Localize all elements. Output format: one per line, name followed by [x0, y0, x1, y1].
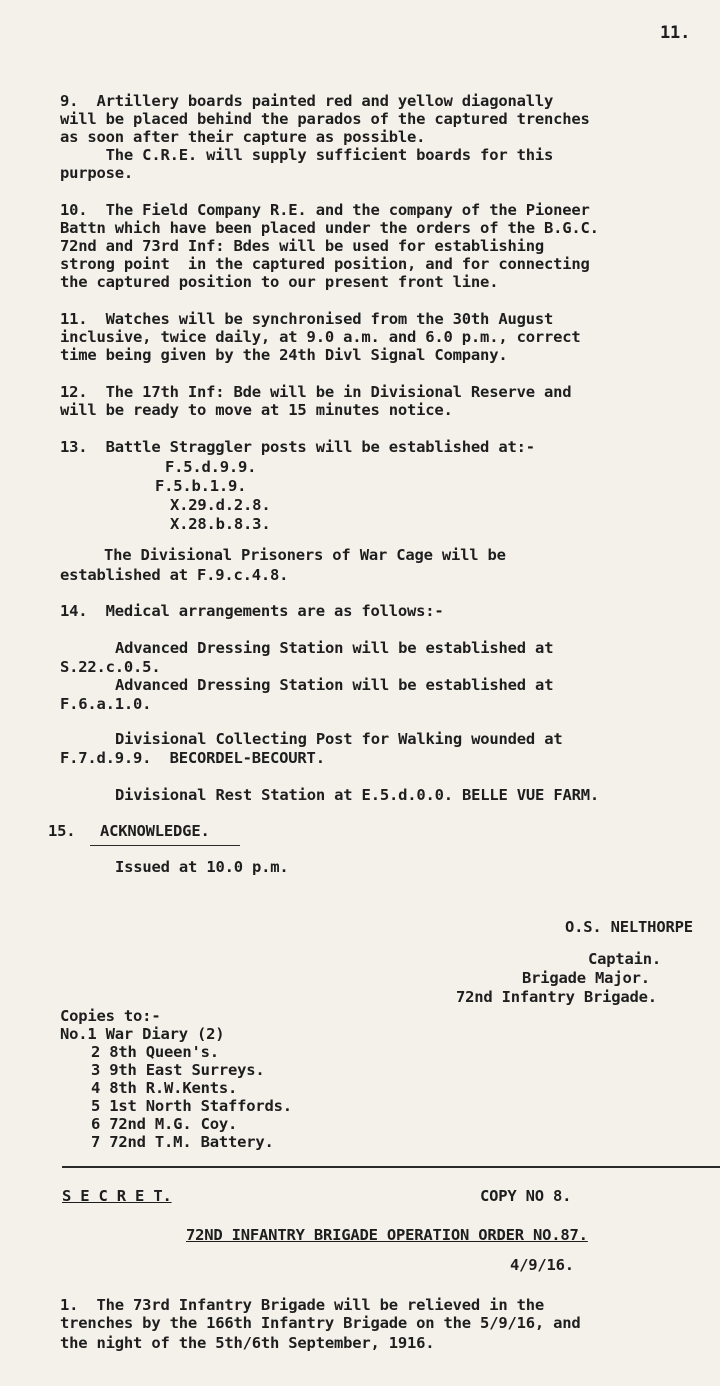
straggler-post-2: F.5.b.1.9. — [155, 477, 247, 495]
secret-marking: S E C R E T. — [62, 1187, 172, 1205]
order-para-1-line-2: trenches by the 166th Infantry Brigade on the 5/9/16, and — [60, 1314, 581, 1332]
para-10-line-1: 10. The Field Company R.E. and the company of the Pioneer — [60, 201, 590, 219]
signature-rank: Captain. — [588, 950, 662, 968]
acknowledge-underline — [90, 845, 240, 846]
signature-name: O.S. NELTHORPE — [565, 918, 693, 936]
para-10-line-5: the captured position to our present front line. — [60, 273, 499, 291]
copies-heading: Copies to:- — [60, 1007, 161, 1025]
copies-item-6: 6 72nd M.G. Coy. — [91, 1115, 238, 1133]
copy-number: COPY NO 8. — [480, 1187, 572, 1205]
acknowledge-heading: ACKNOWLEDGE. — [100, 822, 210, 840]
para-9-line-2: will be placed behind the parados of the captured trenches — [60, 110, 590, 128]
para-14-line-2: Advanced Dressing Station will be established at — [115, 639, 554, 657]
operation-order-title: 72ND INFANTRY BRIGADE OPERATION ORDER NO.87. — [186, 1226, 588, 1244]
para-13-line-6: The Divisional Prisoners of War Cage will be — [104, 546, 506, 564]
para-14-line-3: S.22.c.0.5. — [60, 658, 161, 676]
para-11-line-1: 11. Watches will be synchronised from the 30th August — [60, 310, 554, 328]
para-10-line-2: Battn which have been placed under the orders of the B.G.C. — [60, 219, 599, 237]
para-14-line-5: F.6.a.1.0. — [60, 695, 152, 713]
copies-item-1: No.1 War Diary (2) — [60, 1025, 225, 1043]
para-12-line-2: will be ready to move at 15 minutes notice. — [60, 401, 453, 419]
para-9-line-4: The C.R.E. will supply sufficient boards for this — [60, 146, 554, 164]
page-number: 11. — [660, 23, 691, 43]
para-11-line-2: inclusive, twice daily, at 9.0 a.m. and 6.0 p.m., correct — [60, 328, 581, 346]
para-10-line-4: strong point in the captured position, and for connecting — [60, 255, 590, 273]
para-15-number: 15. — [48, 822, 76, 840]
para-14-line-4: Advanced Dressing Station will be established at — [115, 676, 554, 694]
para-14-line-1: 14. Medical arrangements are as follows:- — [60, 602, 444, 620]
para-13-line-1: 13. Battle Straggler posts will be established at:- — [60, 438, 535, 456]
para-10-line-3: 72nd and 73rd Inf: Bdes will be used for establishing — [60, 237, 544, 255]
copies-item-3: 3 9th East Surreys. — [91, 1061, 265, 1079]
para-12-line-1: 12. The 17th Inf: Bde will be in Divisional Reserve and — [60, 383, 572, 401]
straggler-post-4: X.28.b.8.3. — [170, 515, 271, 533]
signature-unit: 72nd Infantry Brigade. — [456, 988, 657, 1006]
para-11-line-3: time being given by the 24th Divl Signal Company. — [60, 346, 508, 364]
order-date: 4/9/16. — [510, 1256, 574, 1274]
para-14-line-6: Divisional Collecting Post for Walking wounded at — [115, 730, 563, 748]
para-9-line-1: 9. Artillery boards painted red and yellow diagonally — [60, 92, 554, 110]
para-14-line-7: F.7.d.9.9. BECORDEL-BECOURT. — [60, 749, 325, 767]
para-9-line-5: purpose. — [60, 164, 134, 182]
copies-item-5: 5 1st North Staffords. — [91, 1097, 292, 1115]
copies-item-7: 7 72nd T.M. Battery. — [91, 1133, 274, 1151]
para-9-line-3: as soon after their capture as possible. — [60, 128, 426, 146]
issued-time: Issued at 10.0 p.m. — [115, 858, 289, 876]
straggler-post-1: F.5.d.9.9. — [165, 458, 257, 476]
section-divider — [62, 1166, 720, 1168]
para-14-line-8: Divisional Rest Station at E.5.d.0.0. BELLE VUE FARM. — [115, 786, 599, 804]
para-13-line-7: established at F.9.c.4.8. — [60, 566, 289, 584]
copies-item-2: 2 8th Queen's. — [91, 1043, 219, 1061]
order-para-1-line-1: 1. The 73rd Infantry Brigade will be relieved in the — [60, 1296, 544, 1314]
copies-item-4: 4 8th R.W.Kents. — [91, 1079, 238, 1097]
signature-role: Brigade Major. — [522, 969, 650, 987]
straggler-post-3: X.29.d.2.8. — [170, 496, 271, 514]
order-para-1-line-3: the night of the 5th/6th September, 1916. — [60, 1334, 435, 1352]
